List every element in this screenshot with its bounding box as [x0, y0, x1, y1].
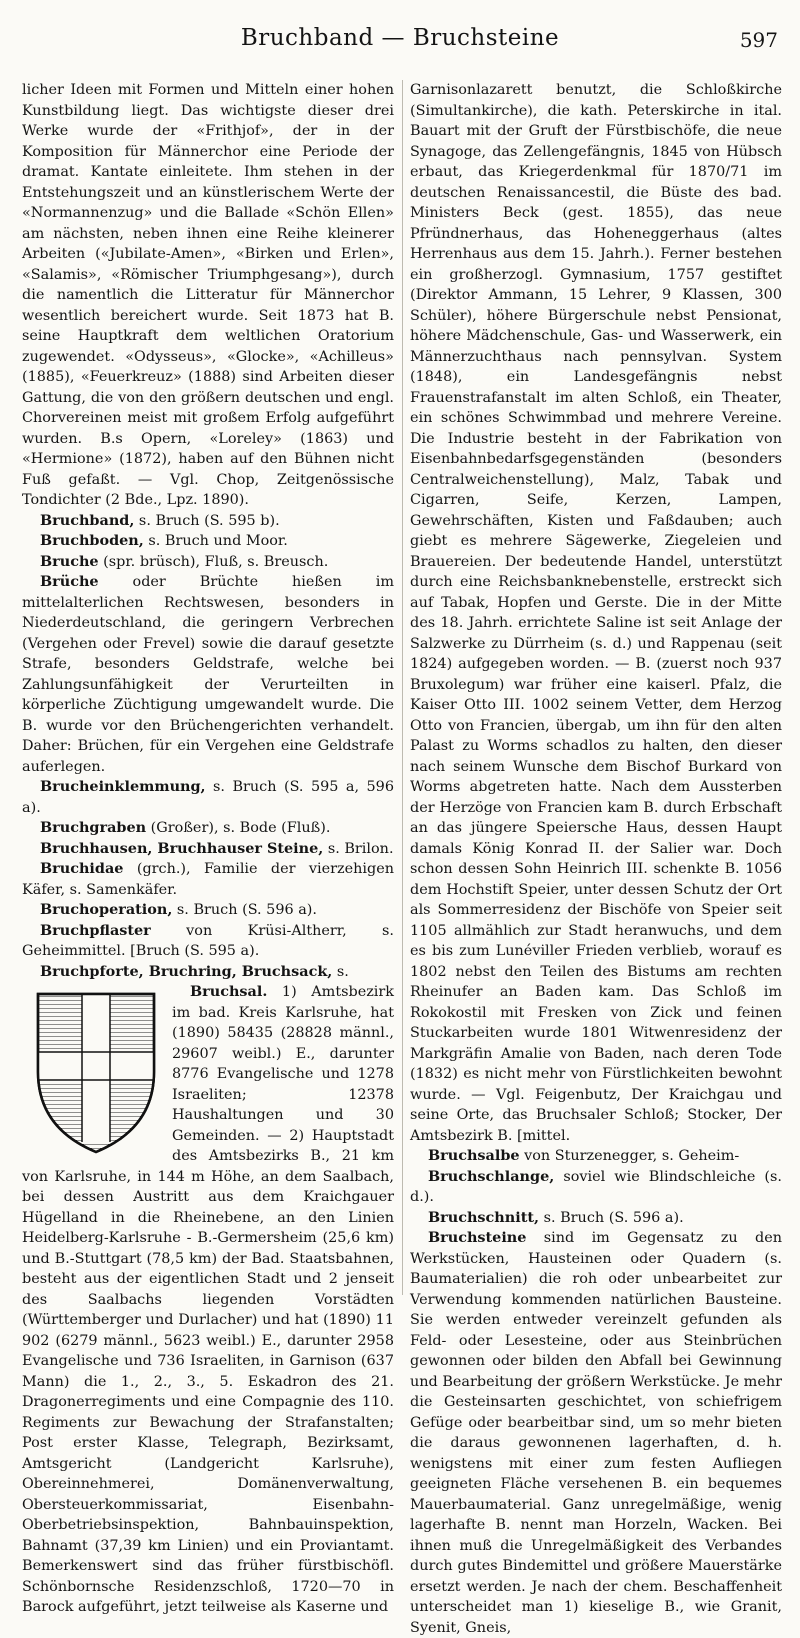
entry-bruchpforte: [22, 962, 394, 983]
entry-bruchhausen: [22, 839, 394, 860]
entry-text: s. Bruch und Moor.: [143, 533, 288, 549]
headword: Bruchboden,: [40, 532, 144, 549]
entry-bruchoperation: [22, 900, 394, 921]
right-column: [410, 80, 782, 1636]
entry-text: (spr. brüsch), Fluß, s. Breusch.: [98, 553, 329, 570]
left-column: [22, 80, 394, 1615]
continuation-paragraph: licher Ideen mit Formen und Mitteln einer hohen Kunstbildung liegt. Das wichtigste dieser drei Werke wurde der «Frithjof», der in der Komposition für Männerchor eine Periode der dramat. Kantate einleitete. Ihm stehen in der Entstehungszeit und an künstlerischem Werte der «Normannenzug» und die Ballade «Schön Ellen» am nächsten, neben ihnen eine Reihe kleinerer Arbeiten («Jubilate-Amen», «Birken und Erlen», «Salamis», «Römischer Triumphgesang»), durch die namentlich die Litteratur für Männerchor wesentlich bereichert wurde. Seit 1873 hat B. seine Hauptkraft dem weltlichen Oratorium zugewendet. «Odysseus», «Glocke», «Achilleus» (1885), «Feuerkreuz» (1888) sind Arbeiten dieser Gattung, die von den größern deutschen und engl. Chorvereinen meist mit großem Erfolg aufgeführt wurden. B.s Opern, «Loreley» (1863) und «Hermione» (1872), haben auf den Bühnen nicht Fuß gefaßt. — Vgl. Chop, Zeitgenössische Tondichter (2 Bde., Lpz. 1890).: [22, 82, 394, 508]
entry-bruchsteine: [410, 1228, 782, 1638]
page-number: 597: [739, 28, 778, 52]
entry-brueche: [22, 572, 394, 777]
headword: Bruchoperation,: [40, 901, 173, 918]
entry-bruchsal: [22, 982, 394, 1618]
entry-text: (grch.), Familie der vierzehigen Käfer, s. Samenkäfer.: [22, 861, 394, 898]
entry-bruchband: [22, 511, 394, 532]
entry-text: s.: [332, 963, 349, 980]
headword: Brucheinklemmung,: [40, 778, 206, 795]
headword: Bruchschlange,: [428, 1167, 555, 1185]
entry-bruchsalbe: [410, 1146, 782, 1167]
entry-text: soviel wie Blindschleiche (s. d.).: [410, 1168, 782, 1205]
entry-bruchboden: [22, 531, 394, 552]
headword: Bruchpforte, Bruchring, Bruchsack,: [40, 962, 333, 980]
coat-of-arms-icon: [30, 988, 162, 1158]
headword: Bruchhausen, Bruchhauser Steine,: [40, 839, 324, 857]
entry-text: s. Brilon.: [323, 840, 394, 857]
entry-bruchidae: [22, 859, 394, 900]
entry-text: s. Bruch (S. 596 a).: [539, 1209, 684, 1226]
entry-text: (Großer), s. Bode (Fluß).: [146, 820, 331, 836]
entry-text: sind im Gegensatz zu den Werkstücken, Hausteinen oder Quadern (s. Baumaterialien) die roh oder unbearbeitet zur Verwendung kommenden natürlichen Bausteine. Sie werden entweder vereinzelt gefunden als Feld- oder Lesesteine, oder aus Steinbrüchen gewonnen oder bilden den Abfall bei Gewinnung und Bearbeitung der größern Werkstücke. Je mehr die Gesteinsarten geschichtet, von schiefrigem Gefüge oder bearbeitbar sind, um so mehr bieten die daraus gewonnenen lagerhaften, d. h. wenigstens mit einer zum festen Aufliegen geeigneten Fläche versehenen B. ein bequemes Mauerbaumaterial. Ganz unregelmäßige, wenig lagerhafte B. nennt man Horzeln, Wacken. Bei ihnen muß die Unregelmäßigkeit des Verbandes durch gutes Bindemittel und größere Mauerstärke ersetzt werden. Je nach der chem. Beschaffenheit unterscheidet man 1) kieselige B., wie Granit, Syenit, Gneis,: [410, 1230, 782, 1636]
headword: Bruchband,: [40, 511, 135, 529]
entry-bruchschnitt: [410, 1208, 782, 1229]
entry-text: von Krüsi-Altherr, s. Geheimmittel. [Bruch (S. 595 a).: [22, 922, 394, 959]
entry-brucheinklemmung: [22, 777, 394, 818]
entry-text: von Sturzenegger, s. Geheim-: [519, 1148, 740, 1164]
headword: Bruchgraben: [40, 819, 147, 836]
column-divider: [402, 80, 403, 1295]
entry-text: s. Bruch (S. 595 a, 596 a).: [22, 779, 394, 816]
entry-text: s. Bruch (S. 596 a).: [172, 902, 317, 918]
entry-text: 1) Amtsbezirk im bad. Kreis Karlsruhe, hat (1890) 58435 (28828 männl., 29607 weibl.) E., darunter 8776 Evangelische und 1278 Israeliten; 12378 Haushaltungen und 30 Gemeinden. — 2) Hauptstadt des Amtsbezirks B., 21 km von Karlsruhe, in 144 m Höhe, an dem Saalbach, bei dessen Austritt aus dem Kraichgauer Hügelland in die Rheinebene, an den Linien Heidelberg-Karlsruhe - B.-Germersheim (25,6 km) und B.-Stuttgart (78,5 km) der Bad. Staatsbahnen, besteht aus der eigentlichen Stadt und 2 jenseit des Saalbachs liegenden Vorstädten (Württemberger und Durlacher) und hat (1890) 11 902 (6279 männl., 5623 weibl.) E., darunter 2958 Evangelische und 736 Israeliten, in Garnison (637 Mann) die 1., 2., 3., 5. Eskadron des 21. Dragonerregiments und eine Compagnie des 110. Regiments zur Bewachung der Strafanstalten; Post erster Klasse, Telegraph, Bezirksamt, Amtsgericht (Landgericht Karlsruhe), Obereinnehmerei, Domänenverwaltung, Obersteuerkommissariat, Eisenbahn-Oberbetriebsinspektion, Bahnbauinspektion, Bahnamt (37,39 km Linien) und ein Proviantamt. Bemerkenswert sind das früher fürstbischöfl. Schönbornsche Residenzschloß, 1720—70 in Barock aufgeführt, jetzt teilweise als Kaserne und: [22, 984, 394, 1615]
entry-bruchschlange: [410, 1167, 782, 1208]
entry-bruchpflaster: [22, 921, 394, 962]
headword: Bruchpflaster: [40, 921, 151, 939]
page-header: [22, 10, 778, 66]
entry-bruchgraben: [22, 818, 394, 839]
headword: Bruche: [40, 552, 99, 570]
headword: Brüche: [40, 573, 99, 590]
entry-text: oder Brüchte hießen im mittelalterlichen Rechtswesen, besonders in Niederdeutschland, die geringern Verbrechen (Vergehen oder Frevel) sowie die darauf gesetzte Strafe, besonders Geldstrafe, welche bei Zahlungsunfähigkeit der Verurteilten in körperliche Züchtigung umgewandelt wurde. Die B. wurde vor den Brüchengerichten verhandelt. Daher: Brüchen, für ein Vergehen eine Geldstrafe auferlegen.: [22, 574, 394, 775]
entry-text: s. Bruch (S. 595 b).: [134, 512, 280, 529]
entry-bruche: [22, 552, 394, 573]
headword: Bruchschnitt,: [428, 1208, 539, 1226]
continuation-paragraph: Garnisonlazarett benutzt, die Schloßkirche (Simultankirche), die kath. Peterskirche in ital. Bauart mit der Gruft der Fürstbischöfe, die neue Synagoge, das Zellengefängnis, 1845 von Hübsch erbaut, das Kriegerdenkmal für 1870/71 im deutschen Renaissancestil, die Büste des bad. Ministers Beck (gest. 1855), das neue Pfründnerhaus, das Hoheneggerhaus (altes Herrenhaus aus dem 15. Jahrh.). Ferner bestehen ein großherzogl. Gymnasium, 1757 gestiftet (Direktor Ammann, 15 Lehrer, 9 Klassen, 300 Schüler), höhere Bürgerschule nebst Pensionat, höhere Mädchenschule, Gas- und Wasserwerk, ein Männerzuchthaus nach pennsylvan. System (1848), ein Landesgefängnis nebst Frauenstrafanstalt im alten Schloß, ein Theater, ein schönes Schwimmbad und mehrere Vereine. Die Industrie besteht in der Fabrikation von Eisenbahnbedarfsgegenständen (besonders Centralweichenstellung), Malz, Tabak und Cigarren, Seife, Kerzen, Lampen, Gewehrschäften, Kisten und Faßdauben; auch giebt es mehrere Sägewerke, Ziegeleien und Brauereien. Der bedeutende Handel, unterstützt durch eine Reichsbanknebenstelle, erstreckt sich auf Tabak, Hopfen und Gerste. Die in der Mitte des 18. Jahrh. errichtete Saline ist seit Anlage der Salzwerke zu Dürrheim (s. d.) und Rappenau (seit 1824) aufgegeben worden. — B. (zuerst noch 937 Bruxolegum) war früher eine kaiserl. Pfalz, die Kaiser Otto III. 1002 seinem Vetter, dem Herzog Otto von Francien, übergab, um ihn für den alten Palast zu Worms schadlos zu halten, den dieser nach seinem Wunsche dem Bischof Burkard von Worms abgetreten hatte. Nach dem Aussterben der Herzöge von Francien kam B. durch Erbschaft an das jüngere Speiersche Haus, dessen Haupt damals König Konrad II. der Salier war. Doch schon dessen Sohn Heinrich III. schenkte B. 1056 dem Hochstift Speier, unter dessen Schutz der Ort als Sommerresidenz der Bischöfe von Speier seit 1105 allmählich zur Stadt heranwuchs, und dem es bis zum Lunéviller Frieden verblieb, worauf es 1802 nebst den Teilen des Bistums am rechten Rheinufer an Baden kam. Das Schloß im Rokokostil mit Fresken von Zick und feinen Stuckarbeiten wurde 1801 Witwenresidenz der Markgräfin Amalie von Baden, nach deren Tode (1832) es nicht mehr von Fürstlichkeiten bewohnt wurde. — Vgl. Feigenbutz, Der Kraichgau und seine Orte, das Bruchsaler Schloß; Stocker, Der Amtsbezirk B. [mittel.: [410, 82, 782, 1144]
text-columns: [22, 80, 782, 1636]
page-title: Bruchband — Bruchsteine: [240, 25, 560, 51]
headword: Bruchidae: [40, 860, 124, 877]
headword: Bruchsal.: [190, 983, 268, 1000]
headword: Bruchsteine: [428, 1229, 527, 1246]
headword: Bruchsalbe: [428, 1147, 520, 1164]
